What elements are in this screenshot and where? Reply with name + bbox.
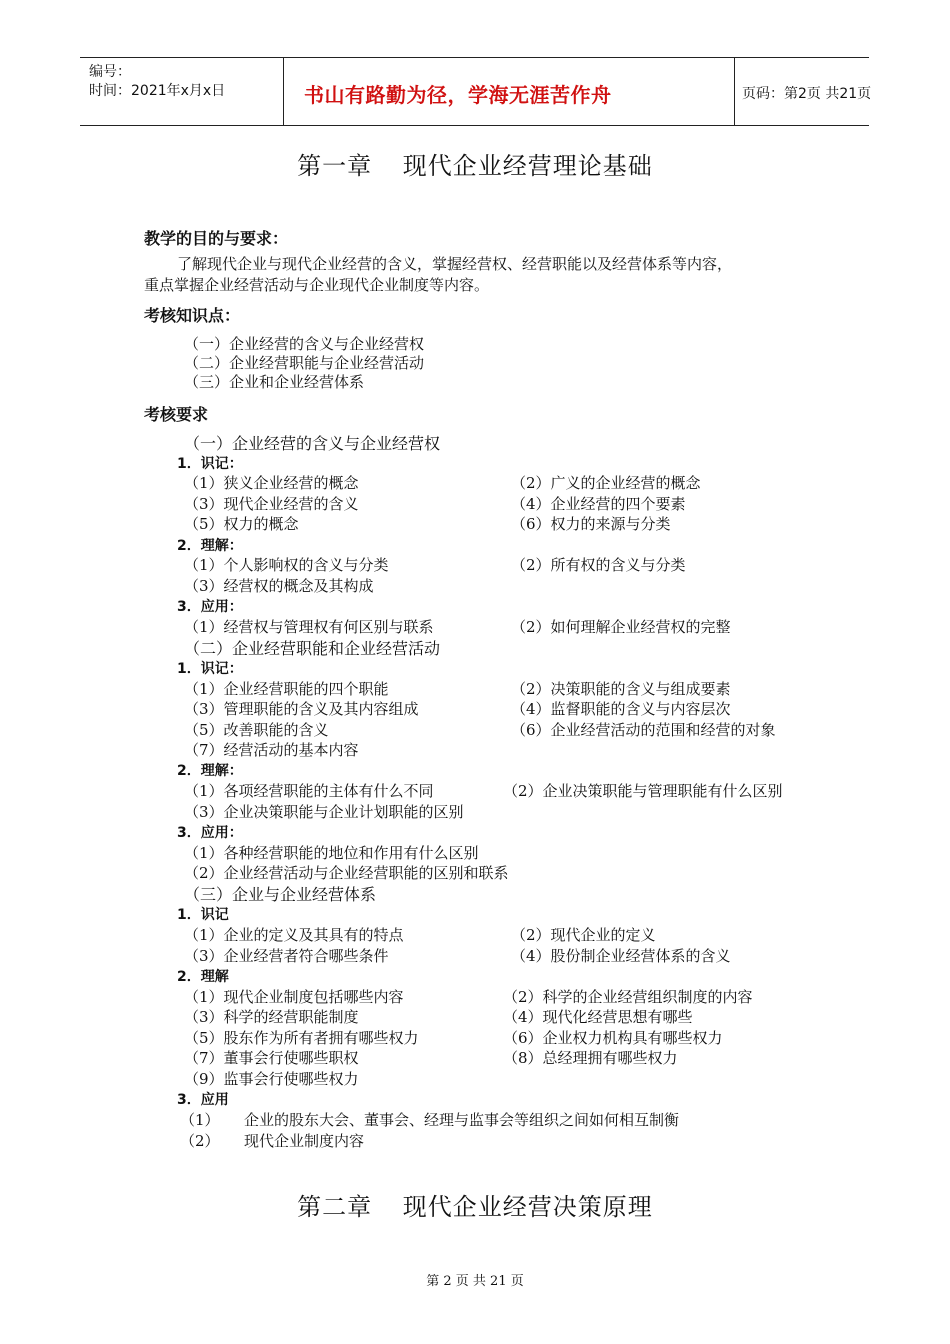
knowledge-heading: 考核知识点： — [144, 306, 241, 325]
list-item: （2）现代企业的定义 — [511, 926, 656, 944]
list-item: （2）决策职能的含义与组成要素 — [511, 680, 731, 698]
list-item: （8）总经理拥有哪些权力 — [503, 1049, 678, 1067]
objectives-heading: 教学的目的与要求： — [144, 229, 289, 248]
section-2-title: （二）企业经营职能和企业经营活动 — [184, 639, 441, 658]
list-item: （1）企业经营职能的四个职能 — [184, 680, 389, 698]
header-motto-cell — [283, 58, 735, 125]
memorize-label: 1．识记： — [177, 456, 243, 472]
list-item: （2）科学的企业经营组织制度的内容 — [503, 988, 753, 1006]
list-item: （7）经营活动的基本内容 — [184, 741, 359, 759]
list-item: （2）企业决策职能与管理职能有什么区别 — [503, 782, 783, 800]
header-meta-cell — [80, 58, 283, 125]
knowledge-item: （三）企业和企业经营体系 — [184, 373, 365, 391]
list-item: 企业的股东大会、董事会、经理与监事会等组织之间如何相互制衡 — [244, 1111, 680, 1129]
list-item: （4）股份制企业经营体系的含义 — [511, 947, 731, 965]
list-item: （1）狭义企业经营的概念 — [184, 474, 359, 492]
list-item: （1）企业的定义及其具有的特点 — [184, 926, 404, 944]
list-item: （3）科学的经营职能制度 — [184, 1008, 359, 1026]
understand-label: 2．理解 — [177, 969, 229, 985]
list-item: （3）企业决策职能与企业计划职能的区别 — [184, 803, 464, 821]
objectives-line-1: 了解现代企业与现代企业经营的含义，掌握经营权、经营职能以及经营体系等内容， — [177, 255, 733, 273]
list-item: （1）各项经营职能的主体有什么不同 — [184, 782, 434, 800]
requirements-heading: 考核要求 — [144, 405, 209, 424]
memorize-label: 1．识记 — [177, 907, 229, 923]
chapter-title: 第一章 现代企业经营理论基础 — [297, 152, 653, 180]
motto-text: 书山有路勤为径，学海无涯苦作舟 — [304, 83, 612, 107]
time-label: 时间：2021年x月x日 — [89, 83, 226, 99]
list-item: （3）管理职能的含义及其内容组成 — [184, 700, 419, 718]
list-item: （9）监事会行使哪些权力 — [184, 1070, 359, 1088]
list-item: （3）企业经营者符合哪些条件 — [184, 947, 389, 965]
understand-label: 2．理解： — [177, 538, 243, 554]
list-item: （4）监督职能的含义与内容层次 — [511, 700, 731, 718]
objectives-line-2: 重点掌握企业经营活动与企业现代企业制度等内容。 — [144, 276, 490, 294]
list-item: （3）现代企业经营的含义 — [184, 495, 359, 513]
apply-label: 3．应用： — [177, 825, 243, 841]
list-item: 现代企业制度内容 — [244, 1132, 365, 1150]
list-item: （4）企业经营的四个要素 — [511, 495, 686, 513]
list-item: （2）所有权的含义与分类 — [511, 556, 686, 574]
number-label: 编号： — [89, 64, 131, 80]
list-item: （5）改善职能的含义 — [184, 721, 329, 739]
list-item-number: （1） — [180, 1111, 220, 1129]
section-3-title: （三）企业与企业经营体系 — [184, 885, 377, 904]
list-item: （2）广义的企业经营的概念 — [511, 474, 701, 492]
knowledge-item: （二）企业经营职能与企业经营活动 — [184, 354, 425, 372]
chapter-2-title: 第二章 现代企业经营决策原理 — [297, 1193, 653, 1221]
page-footer: 第 2 页 共 21 页 — [426, 1274, 524, 1289]
list-item: （5）股东作为所有者拥有哪些权力 — [184, 1029, 419, 1047]
apply-label: 3．应用 — [177, 1092, 229, 1108]
page-info: 页码：第2页 共21页 — [742, 86, 872, 102]
memorize-label: 1．识记： — [177, 661, 243, 677]
list-item: （6）权力的来源与分类 — [511, 515, 671, 533]
page-header — [80, 57, 872, 126]
list-item: （2）企业经营活动与企业经营职能的区别和联系 — [184, 864, 509, 882]
list-item: （6）企业权力机构具有哪些权力 — [503, 1029, 723, 1047]
understand-label: 2．理解： — [177, 763, 243, 779]
list-item: （1）个人影响权的含义与分类 — [184, 556, 389, 574]
section-1-title: （一）企业经营的含义与企业经营权 — [184, 434, 441, 453]
list-item: （1）经营权与管理权有何区别与联系 — [184, 618, 434, 636]
list-item: （2）如何理解企业经营权的完整 — [511, 618, 731, 636]
list-item: （1）现代企业制度包括哪些内容 — [184, 988, 404, 1006]
apply-label: 3．应用： — [177, 599, 243, 615]
list-item: （1）各种经营职能的地位和作用有什么区别 — [184, 844, 479, 862]
list-item: （4）现代化经营思想有哪些 — [503, 1008, 693, 1026]
list-item: （6）企业经营活动的范围和经营的对象 — [511, 721, 776, 739]
knowledge-item: （一）企业经营的含义与企业经营权 — [184, 335, 425, 353]
header-page-cell — [734, 58, 872, 125]
list-item: （7）董事会行使哪些职权 — [184, 1049, 359, 1067]
list-item: （3）经营权的概念及其构成 — [184, 577, 374, 595]
list-item-number: （2） — [180, 1132, 220, 1150]
list-item: （5）权力的概念 — [184, 515, 299, 533]
